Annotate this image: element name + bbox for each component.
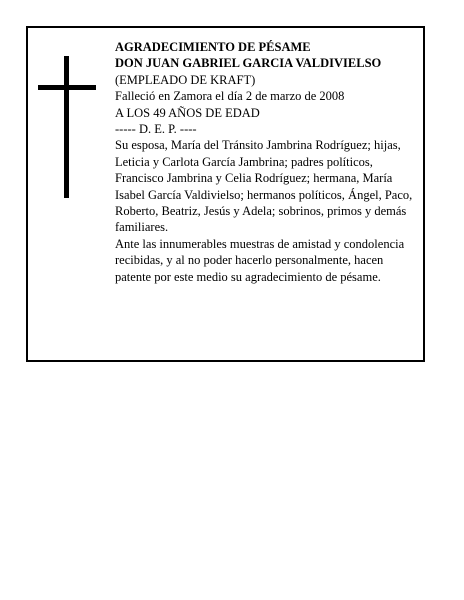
thanks-paragraph: Ante las innumerables muestras de amistad y condolencia recibidas, y al no poder hacerlo personalmente, hacen patente por este medio su agradecimiento de pésame. <box>115 236 405 284</box>
family-paragraph: Su esposa, María del Tránsito Jambrina Rodríguez; hijas, Leticia y Carlota García Jambrina; padres políticos, Francisco Jambrina y Celia Rodríguez; hermana, María Isabel García Valdivielso; hermanos políticos, Ángel, Paco, Roberto, Beatriz, Jesús y Adela; sobrinos, primos y demás familiares. <box>115 138 413 235</box>
cross-horizontal-bar <box>38 85 96 90</box>
obituary-notice <box>26 26 425 362</box>
age-at-death: A LOS 49 AÑOS DE EDAD <box>115 105 260 120</box>
rip-line: ----- D. E. P. ---- <box>115 122 197 137</box>
deceased-employer: (EMPLEADO DE KRAFT) <box>115 72 256 87</box>
cross-vertical-bar <box>64 56 69 198</box>
notice-heading: AGRADECIMIENTO DE PÉSAME <box>115 40 311 54</box>
notice-text <box>115 39 421 285</box>
death-details: Falleció en Zamora el día 2 de marzo de 2008 <box>115 89 345 104</box>
deceased-name: DON JUAN GABRIEL GARCIA VALDIVIELSO <box>115 56 382 71</box>
